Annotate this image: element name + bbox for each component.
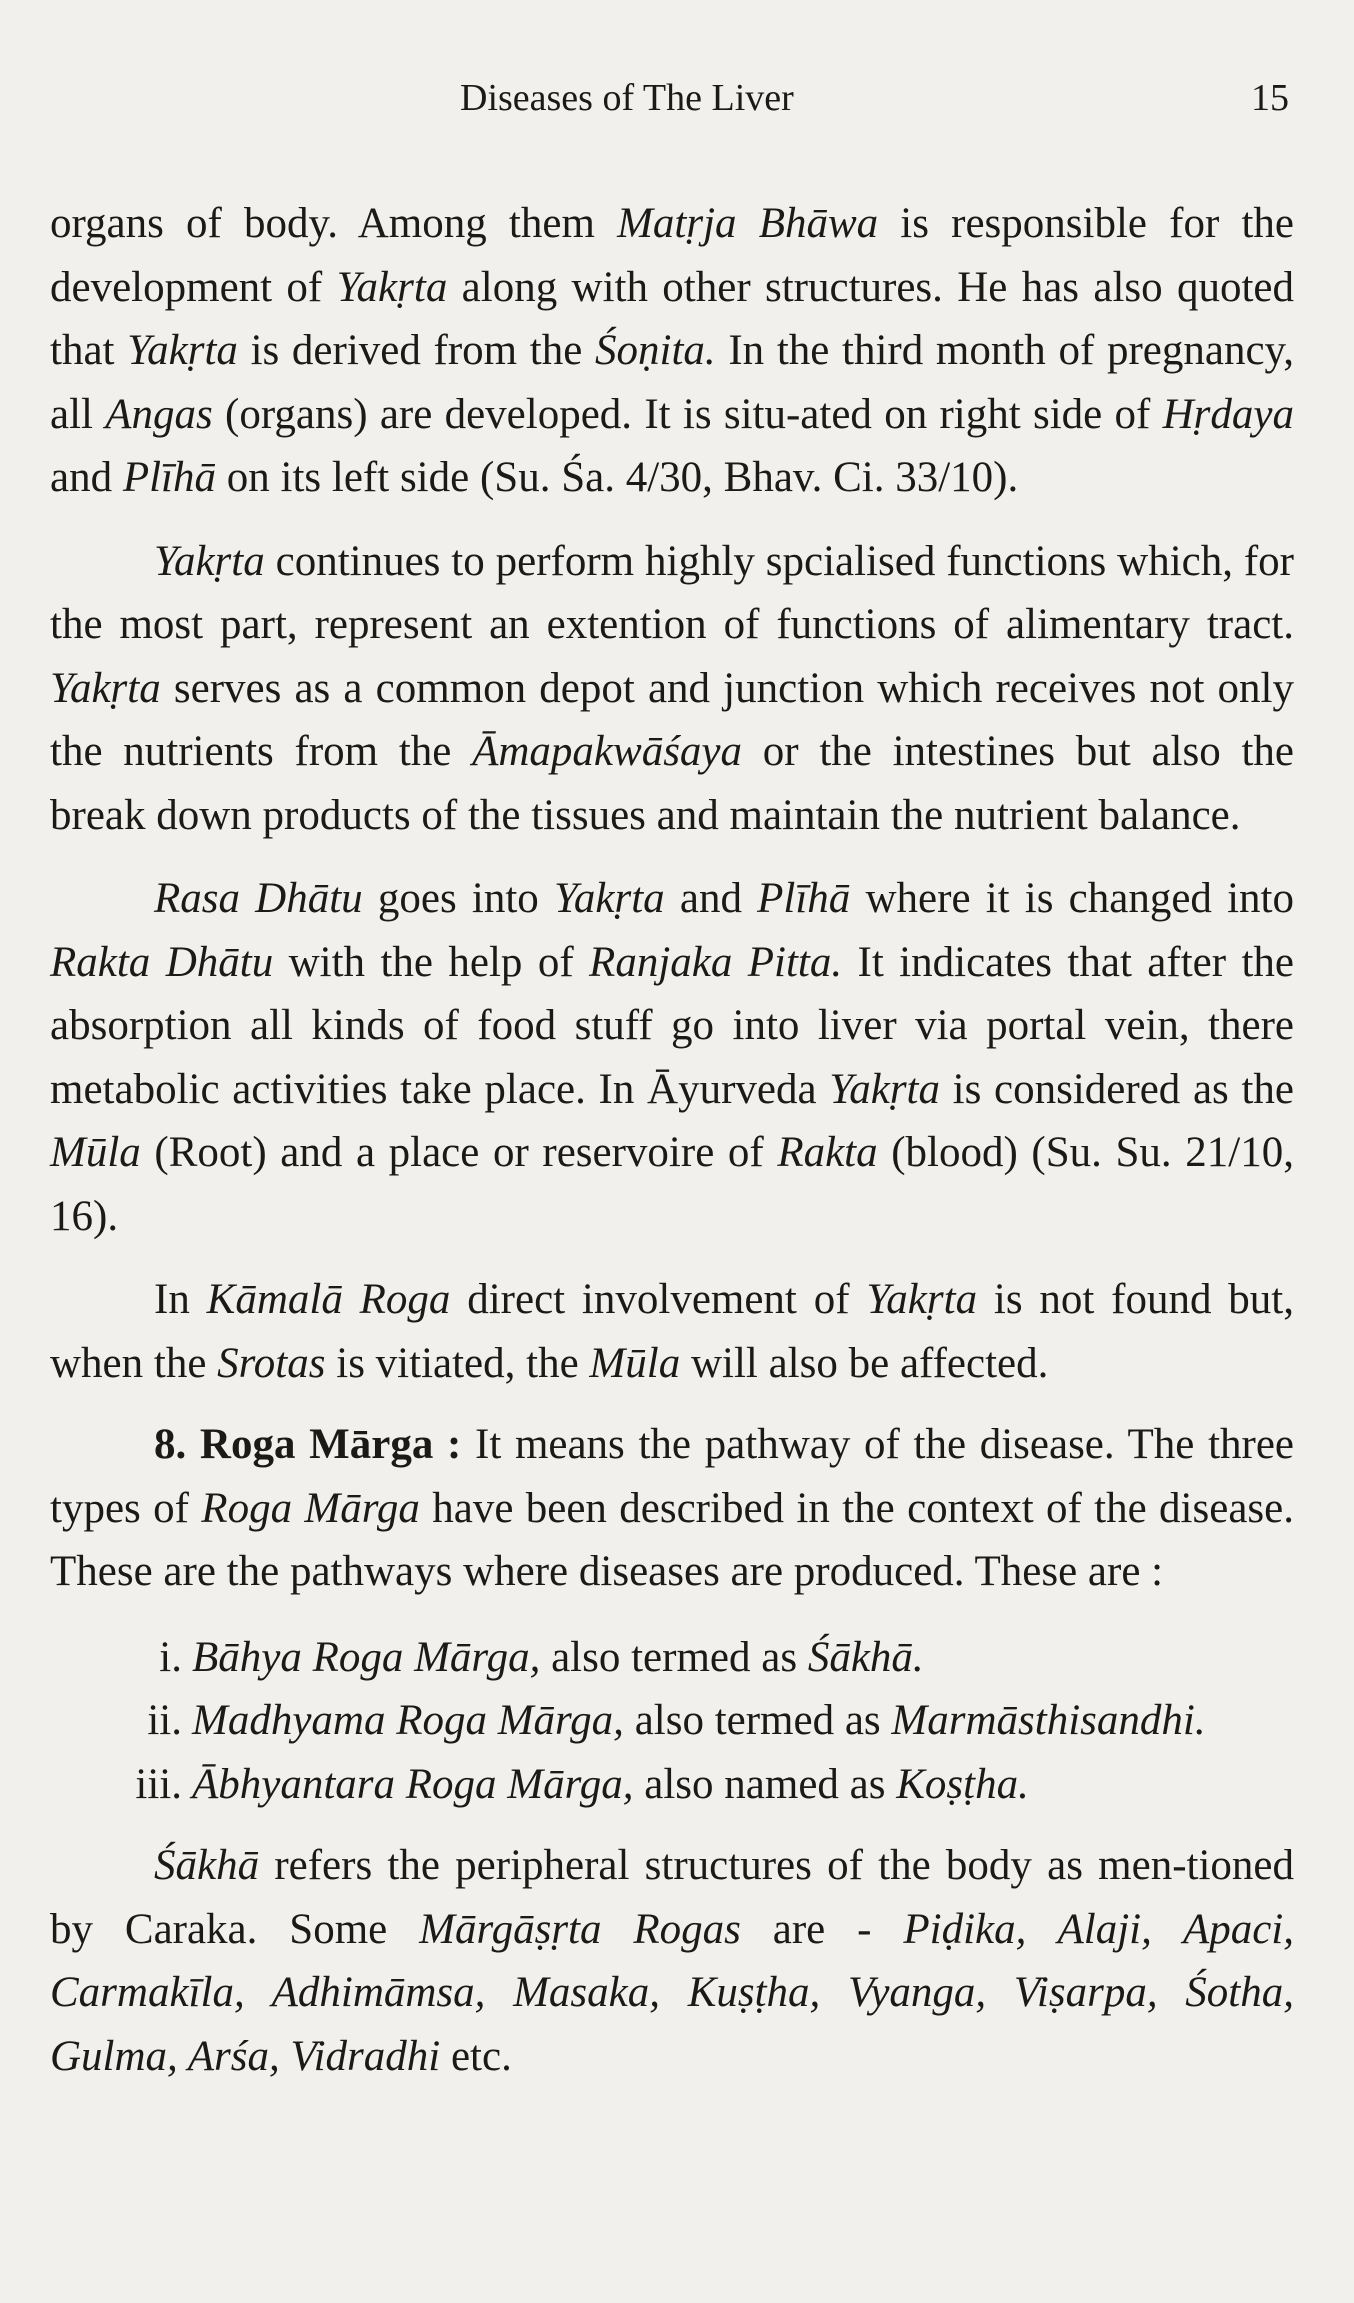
italic-run: Yakṛta bbox=[336, 263, 448, 311]
text-run: also termed as bbox=[623, 1697, 892, 1744]
running-header bbox=[460, 76, 1289, 136]
italic-run: Śākhā. bbox=[807, 1633, 924, 1681]
italic-run: Marmāsthisandhi. bbox=[891, 1697, 1206, 1744]
text-run: on its left side (Su. Śa. 4/30, Bhav. Ci. 33/10). bbox=[216, 454, 1019, 501]
text-run: organs of body. Among them bbox=[50, 200, 618, 247]
italic-run: Yakṛta bbox=[829, 1065, 940, 1113]
italic-run: Śākhā bbox=[154, 1842, 260, 1889]
italic-run: Angas bbox=[105, 390, 213, 438]
paragraph-rasa-dhatu bbox=[50, 867, 1294, 1248]
text-run: serves as a common depot and junction which receives not only the nutrients from the bbox=[50, 664, 1294, 775]
italic-run: Yakṛta bbox=[50, 664, 161, 712]
text-run: or the intestines but also the break down products of the tissues and maintain the nutrient balance. bbox=[50, 728, 1294, 839]
italic-run: Bāhya Roga Mārga, bbox=[192, 1633, 541, 1681]
text-run: is not found but, when the bbox=[50, 1276, 1294, 1387]
text-run: along with other structures. He has also quoted that bbox=[50, 263, 1294, 374]
italic-run: Ranjaka Pitta. bbox=[589, 938, 843, 986]
paragraph-roga-marga bbox=[50, 1413, 1294, 1604]
text-run: It indicates that after the absorption all kinds of food stuff go into liver via portal vein, there metabolic activities take place. In Āyurveda bbox=[50, 938, 1294, 1113]
text-run: is responsible for the development of bbox=[50, 200, 1294, 311]
text-run: direct involvement of bbox=[450, 1276, 867, 1323]
italic-run: Mūla bbox=[50, 1129, 141, 1176]
list-item bbox=[50, 1689, 1294, 1753]
text-run: In the third month of pregnancy, all bbox=[50, 327, 1294, 438]
italic-run: Kāmalā Roga bbox=[206, 1276, 451, 1323]
italic-run: Srotas bbox=[217, 1339, 326, 1387]
text-run: is derived from the bbox=[237, 327, 595, 374]
italic-run: Hṛdaya bbox=[1162, 390, 1294, 438]
italic-run: Rakta Dhātu bbox=[50, 938, 274, 986]
text-run: refers the peripheral structures of the body as men-tioned by Caraka. Some bbox=[50, 1842, 1294, 1953]
italic-run: Āmapakwāśaya bbox=[472, 728, 743, 775]
page-body bbox=[50, 192, 1294, 2088]
italic-run: Plīhā bbox=[757, 875, 851, 922]
text-run: have been described in the context of the disease. These are the pathways where diseases are produced. These are : bbox=[50, 1484, 1294, 1595]
italic-run: Plīhā bbox=[122, 454, 217, 501]
text-run: with the help of bbox=[273, 938, 590, 986]
text-run: are - bbox=[740, 1905, 904, 1953]
text-run: (blood) (Su. Su. 21/10, 16). bbox=[50, 1129, 1294, 1240]
list-item bbox=[50, 1753, 1294, 1817]
italic-run: Ābhyantara Roga Mārga, bbox=[192, 1760, 634, 1808]
paragraph-sakha bbox=[50, 1834, 1294, 2088]
italic-run: Koṣṭha. bbox=[896, 1760, 1029, 1808]
text-run: where it is changed into bbox=[850, 875, 1294, 922]
paragraph-yakrta-development bbox=[50, 192, 1294, 510]
text-run: is vitiated, the bbox=[325, 1339, 590, 1387]
paragraph-kamala-roga bbox=[50, 1268, 1294, 1395]
list-number: i. bbox=[159, 1633, 182, 1681]
text-run: and bbox=[50, 454, 123, 501]
paragraph-yakrta-functions bbox=[50, 530, 1294, 848]
text-run: In bbox=[154, 1276, 207, 1323]
text-run: and bbox=[664, 875, 758, 922]
list-item bbox=[50, 1626, 1294, 1690]
text-run: is considered as the bbox=[940, 1065, 1294, 1113]
text-run: (organs) are developed. It is situ-ated on right side of bbox=[212, 390, 1163, 438]
roga-marga-list bbox=[50, 1626, 1294, 1817]
text-run: continues to perform highly spcialised functions which, for the most part, represent an extention of functions of alimentary tract. bbox=[50, 537, 1294, 648]
chapter-title: Diseases of The Liver bbox=[460, 77, 794, 119]
list-number: ii. bbox=[147, 1697, 182, 1744]
text-run: etc. bbox=[440, 2032, 512, 2080]
italic-run: Yakṛta bbox=[127, 327, 238, 374]
bold-run: 8. Roga Mārga : bbox=[154, 1421, 462, 1468]
text-run: goes into bbox=[362, 875, 554, 922]
italic-run: Roga Mārga bbox=[201, 1484, 420, 1532]
text-run: It means the pathway of the disease. The three types of bbox=[50, 1421, 1295, 1532]
italic-run: Rakta bbox=[777, 1129, 878, 1176]
text-run: will also be affected. bbox=[680, 1339, 1049, 1387]
italic-run: Mūla bbox=[589, 1339, 681, 1387]
italic-run: Rasa Dhātu bbox=[154, 875, 363, 922]
italic-run: Śoṇita. bbox=[595, 327, 716, 374]
italic-run: Yakṛta bbox=[866, 1276, 978, 1323]
text-run: also termed as bbox=[540, 1633, 808, 1681]
italic-run: Yakṛta bbox=[553, 875, 665, 922]
italic-run: Yakṛta bbox=[154, 537, 265, 585]
italic-run: Madhyama Roga Mārga, bbox=[192, 1697, 624, 1744]
text-run: also named as bbox=[633, 1760, 897, 1808]
page-number: 15 bbox=[1251, 77, 1289, 119]
text-run: (Root) and a place or reservoire of bbox=[140, 1129, 778, 1176]
list-number: iii. bbox=[135, 1760, 182, 1808]
italic-run: Matṛja Bhāwa bbox=[617, 200, 879, 247]
italic-run: Piḍika, Alaji, Apaci, Carmakīla, Adhimāmsa, Masaka, Kuṣṭha, Vyanga, Viṣarpa, Śotha, Gulma, Arśa, Vidradhi bbox=[50, 1905, 1294, 2080]
italic-run: Mārgāṣṛta Rogas bbox=[419, 1905, 741, 1953]
